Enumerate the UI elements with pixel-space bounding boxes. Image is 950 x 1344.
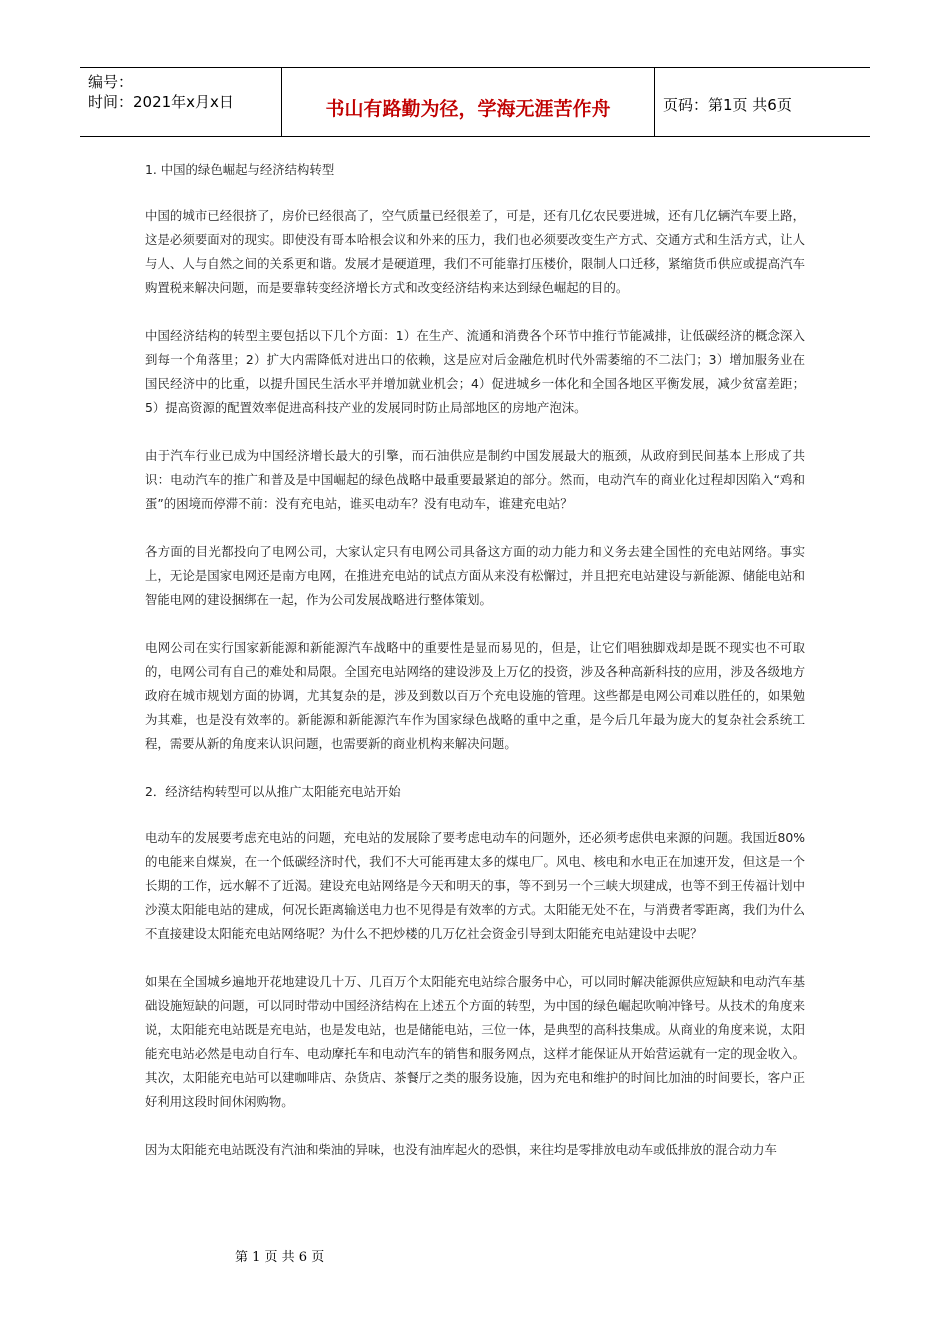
page-header [80,67,870,137]
header-page-info: 页码：第1页 共6页 [663,95,792,114]
header-left-cell [80,68,282,136]
paragraph-2: 中国经济结构的转型主要包括以下几个方面：1）在生产、流通和消费各个环节中推行节能减排，让低碳经济的概念深入到每一个角落里；2）扩大内需降低对进出口的依赖，这是应对后金融危机时代外需萎缩的不二法门；3）增加服务业在国民经济中的比重，以提升国民生活水平并增加就业机会；4）促进城乡一体化和全国各地区平衡发展，减少贫富差距；5）提高资源的配置效率促进高科技产业的发展同时防止局部地区的房地产泡沫。 [145,328,805,415]
paragraph-5: 电网公司在实行国家新能源和新能源汽车战略中的重要性是显而易见的，但是，让它们唱独脚戏却是既不现实也不可取的，电网公司有自己的难处和局限。全国充电站网络的建设涉及上万亿的投资，涉及各种高新科技的应用，涉及各级地方政府在城市规划方面的协调，尤其复杂的是，涉及到数以百万个充电设施的管理。这些都是电网公司难以胜任的，如果勉为其难，也是没有效率的。新能源和新能源汽车作为国家绿色战略的重中之重，是今后几年最为庞大的复杂社会系统工程，需要从新的角度来认识问题，也需要新的商业机构来解决问题。 [145,640,805,751]
paragraph-3: 由于汽车行业已成为中国经济增长最大的引擎，而石油供应是制约中国发展最大的瓶颈，从政府到民间基本上形成了共识：电动汽车的推广和普及是中国崛起的绿色战略中最重要最紧迫的部分。然而，电动汽车的商业化过程却因陷入“鸡和蛋”的困境而停滞不前：没有充电站，谁买电动车？没有电动车，谁建充电站？ [145,448,805,511]
paragraph-1: 中国的城市已经很挤了，房价已经很高了，空气质量已经很差了，可是，还有几亿农民要进城，还有几亿辆汽车要上路，这是必须要面对的现实。即使没有哥本哈根会议和外来的压力，我们也必须要改变生产方式、交通方式和生活方式，让人与人、人与自然之间的关系更和谐。发展才是硬道理，我们不可能靠打压楼价，限制人口迁移，紧缩货币供应或提高汽车购置税来解决问题，而是要靠转变经济增长方式和改变经济结构来达到绿色崛起的目的。 [145,208,805,295]
doc-code-label: 编号： [88,73,134,91]
section-heading-1: 1. 中国的绿色崛起与经济结构转型 [145,162,335,177]
paragraph-4: 各方面的目光都投向了电网公司，大家认定只有电网公司具备这方面的动力能力和义务去建全国性的充电站网络。事实上，无论是国家电网还是南方电网，在推进充电站的试点方面从来没有松懈过，并且把充电站建设与新能源、储能电站和智能电网的建设捆绑在一起，作为公司发展战略进行整体策划。 [145,544,805,607]
section-heading-2: 2．经济结构转型可以从推广太阳能充电站开始 [145,784,401,799]
document-body [145,158,805,1186]
paragraph-6: 电动车的发展要考虑充电站的问题，充电站的发展除了要考虑电动车的问题外，还必须考虑供电来源的问题。我国近80%的电能来自煤炭，在一个低碳经济时代，我们不大可能再建太多的煤电厂。风电、核电和水电正在加速开发，但这是一个长期的工作，远水解不了近渴。建设充电站网络是今天和明天的事，等不到另一个三峡大坝建成，也等不到王传福计划中沙漠太阳能电站的建成，何况长距离输送电力也不见得是有效率的方式。太阳能无处不在，与消费者零距离，我们为什么不直接建设太阳能充电站网络呢？为什么不把炒楼的几万亿社会资金引导到太阳能充电站建设中去呢？ [145,830,805,941]
page-footer: 第 1 页 共 6 页 [235,1250,325,1265]
doc-time-label: 时间：2021年x月x日 [88,93,234,111]
header-motto: 书山有路勤为径，学海无涯苦作舟 [282,68,655,136]
paragraph-7: 如果在全国城乡遍地开花地建设几十万、几百万个太阳能充电站综合服务中心，可以同时解决能源供应短缺和电动汽车基础设施短缺的问题，可以同时带动中国经济结构在上述五个方面的转型，为中国的绿色崛起吹响冲锋号。从技术的角度来说，太阳能充电站既是充电站，也是发电站，也是储能电站，三位一体，是典型的高科技集成。从商业的角度来说，太阳能充电站必然是电动自行车、电动摩托车和电动汽车的销售和服务网点，这样才能保证从开始营运就有一定的现金收入。其次，太阳能充电站可以建咖啡店、杂货店、茶餐厅之类的服务设施，因为充电和维护的时间比加油的时间要长，客户正好利用这段时间休闲购物。 [145,974,805,1109]
paragraph-8: 因为太阳能充电站既没有汽油和柴油的异味，也没有油库起火的恐惧，来往均是零排放电动车或低排放的混合动力车 [145,1142,777,1157]
